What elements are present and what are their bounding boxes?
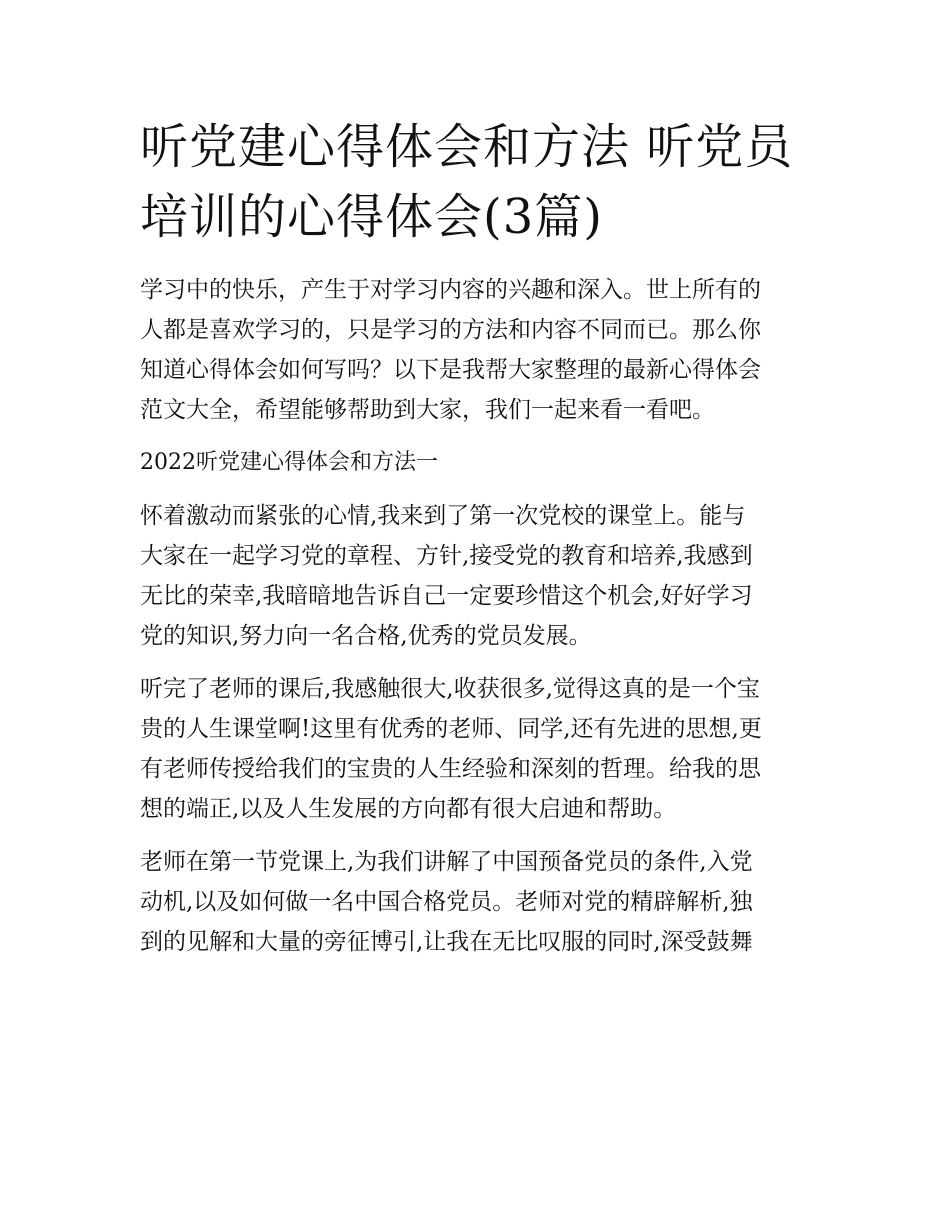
title-line-1: 听党建心得体会和方法 听党员: [140, 119, 794, 175]
section-heading: 2022听党建心得体会和方法一: [140, 450, 438, 475]
paragraph-line: 无比的荣幸,我暗暗地告诉自己一定要珍惜这个机会,好好学习: [140, 583, 753, 609]
body-paragraph-1: [140, 496, 820, 656]
title-line-2: 培训的心得体会(3篇): [140, 189, 603, 245]
paragraph-line: 怀着激动而紧张的心情,我来到了第一次党校的课堂上。能与: [140, 503, 746, 529]
paragraph-line: 想的端正,以及人生发展的方向都有很大启迪和帮助。: [140, 796, 677, 822]
intro-line: 学习中的快乐，产生于对学习内容的兴趣和深入。世上所有的: [140, 277, 761, 303]
body-paragraph-2: [140, 669, 820, 829]
intro-line: 知道心得体会如何写吗？以下是我帮大家整理的最新心得体会: [140, 357, 761, 383]
body-paragraph-3: [140, 842, 820, 962]
paragraph-line: 到的见解和大量的旁征博引,让我在无比叹服的同时,深受鼓舞: [140, 929, 753, 955]
intro-line: 人都是喜欢学习的，只是学习的方法和内容不同而已。那么你: [140, 317, 761, 343]
paragraph-line: 有老师传授给我们的宝贵的人生经验和深刻的哲理。给我的思: [140, 756, 761, 782]
document-title: [140, 112, 820, 252]
intro-line: 范文大全，希望能够帮助到大家，我们一起来看一看吧。: [140, 397, 715, 423]
paragraph-line: 贵的人生课堂啊!这里有优秀的老师、同学,还有先进的思想,更: [140, 716, 762, 742]
document-page: [140, 112, 820, 975]
paragraph-line: 党的知识,努力向一名合格,优秀的党员发展。: [140, 623, 592, 649]
paragraph-line: 老师在第一节党课上,为我们讲解了中国预备党员的条件,入党: [140, 849, 753, 875]
paragraph-line: 听完了老师的课后,我感触很大,收获很多,觉得这真的是一个宝: [140, 676, 760, 702]
paragraph-line: 动机,以及如何做一名中国合格党员。老师对党的精辟解析,独: [140, 889, 753, 915]
paragraph-line: 大家在一起学习党的章程、方针,接受党的教育和培养,我感到: [140, 543, 753, 569]
intro-paragraph: [140, 270, 820, 430]
